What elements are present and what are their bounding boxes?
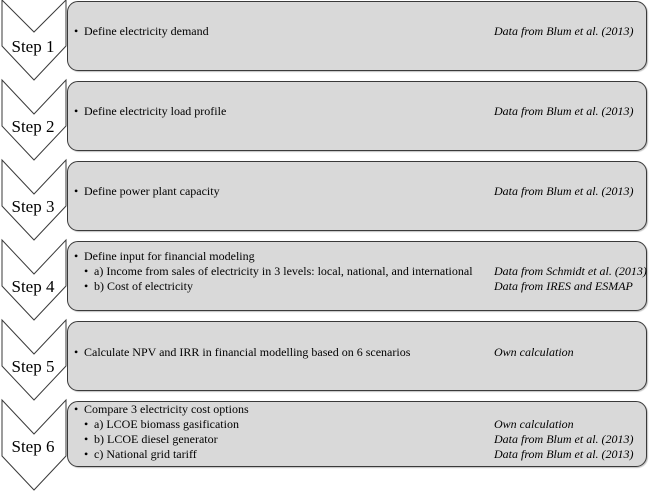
bullet: •: [84, 264, 89, 278]
bullet: •: [74, 249, 79, 263]
data-source: Own calculation: [494, 345, 574, 359]
step-2-box: [67, 81, 647, 151]
step-6-box: [67, 401, 647, 467]
step-text: Define electricity load profile: [84, 104, 227, 118]
step-5-box: [67, 321, 647, 391]
step-subtext: a) Income from sales of electricity in 3 levels: local, national, and international: [94, 264, 473, 278]
step-2-label: Step 2: [11, 117, 55, 136]
bullet: •: [74, 345, 79, 359]
bullet: •: [74, 24, 79, 38]
step-4-box: [67, 241, 647, 311]
step-subtext: b) LCOE diesel generator: [94, 432, 218, 446]
bullet: •: [84, 279, 89, 293]
step-subtext: c) National grid tariff: [94, 447, 197, 461]
data-source: Data from Blum et al. (2013): [494, 447, 634, 461]
step-1-box: [67, 1, 647, 71]
step-4-label: Step 4: [11, 277, 55, 296]
step-text: Calculate NPV and IRR in financial modelling based on 6 scenarios: [84, 345, 411, 359]
step-5-label: Step 5: [11, 357, 55, 376]
bullet: •: [74, 184, 79, 198]
data-source: Own calculation: [494, 417, 574, 431]
step-text: Define input for financial modeling: [84, 249, 255, 263]
step-6-label: Step 6: [11, 437, 55, 456]
bullet: •: [84, 447, 89, 461]
bullet: •: [74, 402, 79, 416]
bullet: •: [74, 104, 79, 118]
data-source: Data from Schmidt et al. (2013): [494, 264, 647, 278]
step-3-label: Step 3: [11, 197, 55, 216]
data-source: Data from Blum et al. (2013): [494, 432, 634, 446]
step-subtext: b) Cost of electricity: [94, 279, 193, 293]
step-text: Compare 3 electricity cost options: [84, 402, 249, 416]
step-1-label: Step 1: [11, 37, 55, 56]
data-source: Data from Blum et al. (2013): [494, 104, 634, 118]
bullet: •: [84, 432, 89, 446]
step-subtext: a) LCOE biomass gasification: [94, 417, 239, 431]
bullet: •: [84, 417, 89, 431]
data-source: Data from Blum et al. (2013): [494, 184, 634, 198]
step-3-box: [67, 161, 647, 231]
step-text: Define power plant capacity: [84, 184, 220, 198]
step-text: Define electricity demand: [84, 24, 209, 38]
data-source: Data from IRES and ESMAP: [494, 279, 633, 293]
data-source: Data from Blum et al. (2013): [494, 24, 634, 38]
